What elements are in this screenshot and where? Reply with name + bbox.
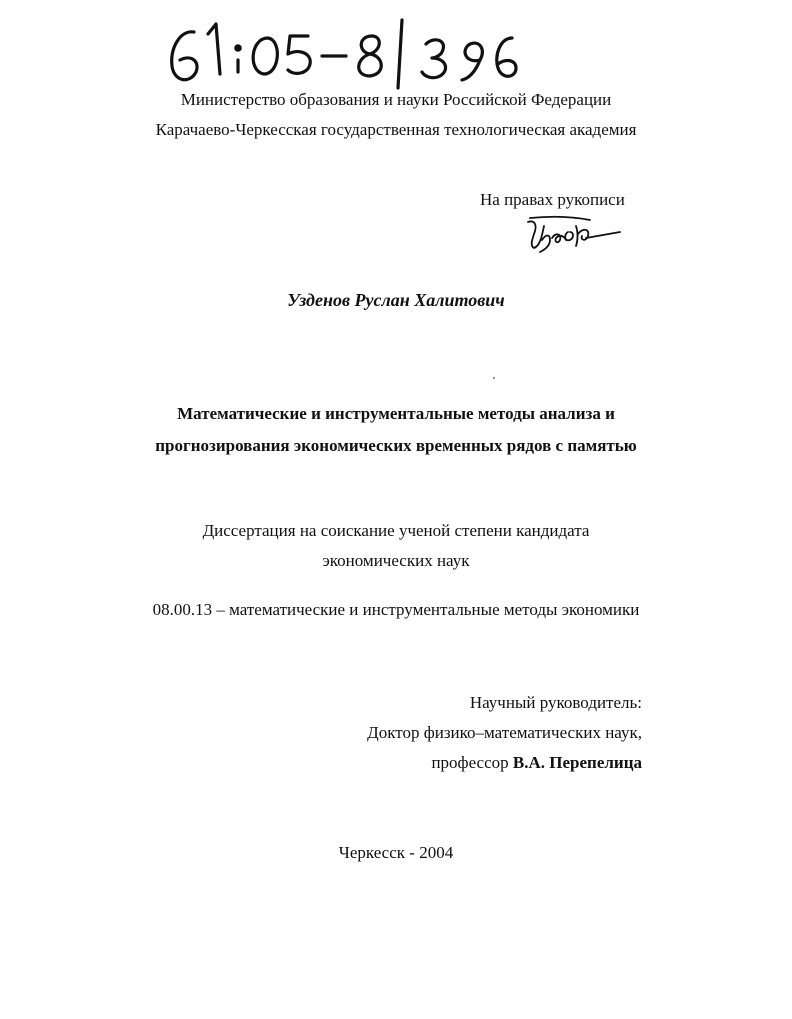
- supervisor-name: В.А. Перепелица: [512, 753, 642, 772]
- handwritten-archive-code: [150, 8, 530, 94]
- title-line-1: Математические и инструментальные методы анализа и: [177, 404, 615, 423]
- manuscript-rights-label: На правах рукописи: [480, 190, 625, 209]
- supervisor-name-line: [367, 748, 642, 778]
- title-line-2: прогнозирования экономических временных рядов с памятью: [155, 436, 637, 455]
- author-signature: [520, 212, 625, 258]
- degree-line-2: экономических наук: [322, 551, 470, 570]
- academy-name: Карачаево-Черкесская государственная технологическая академия: [155, 120, 637, 139]
- ministry-name: Министерство образования и науки Российской Федерации: [180, 90, 612, 109]
- city-year: Черкесск - 2004: [338, 843, 454, 862]
- author-name: Узденов Руслан Халитович: [287, 290, 505, 310]
- supervisor-label: Научный руководитель:: [469, 693, 642, 712]
- supervisor-block: [367, 688, 642, 778]
- specialty-code: 08.00.13 – математические и инструментальные методы экономики: [152, 600, 640, 619]
- dissertation-degree: [0, 516, 792, 576]
- supervisor-degree: Доктор физико–математических наук,: [367, 723, 642, 742]
- scan-speck: [493, 377, 495, 379]
- dissertation-title: [0, 398, 792, 462]
- degree-line-1: Диссертация на соискание ученой степени кандидата: [202, 521, 590, 540]
- supervisor-title: профессор: [431, 753, 513, 772]
